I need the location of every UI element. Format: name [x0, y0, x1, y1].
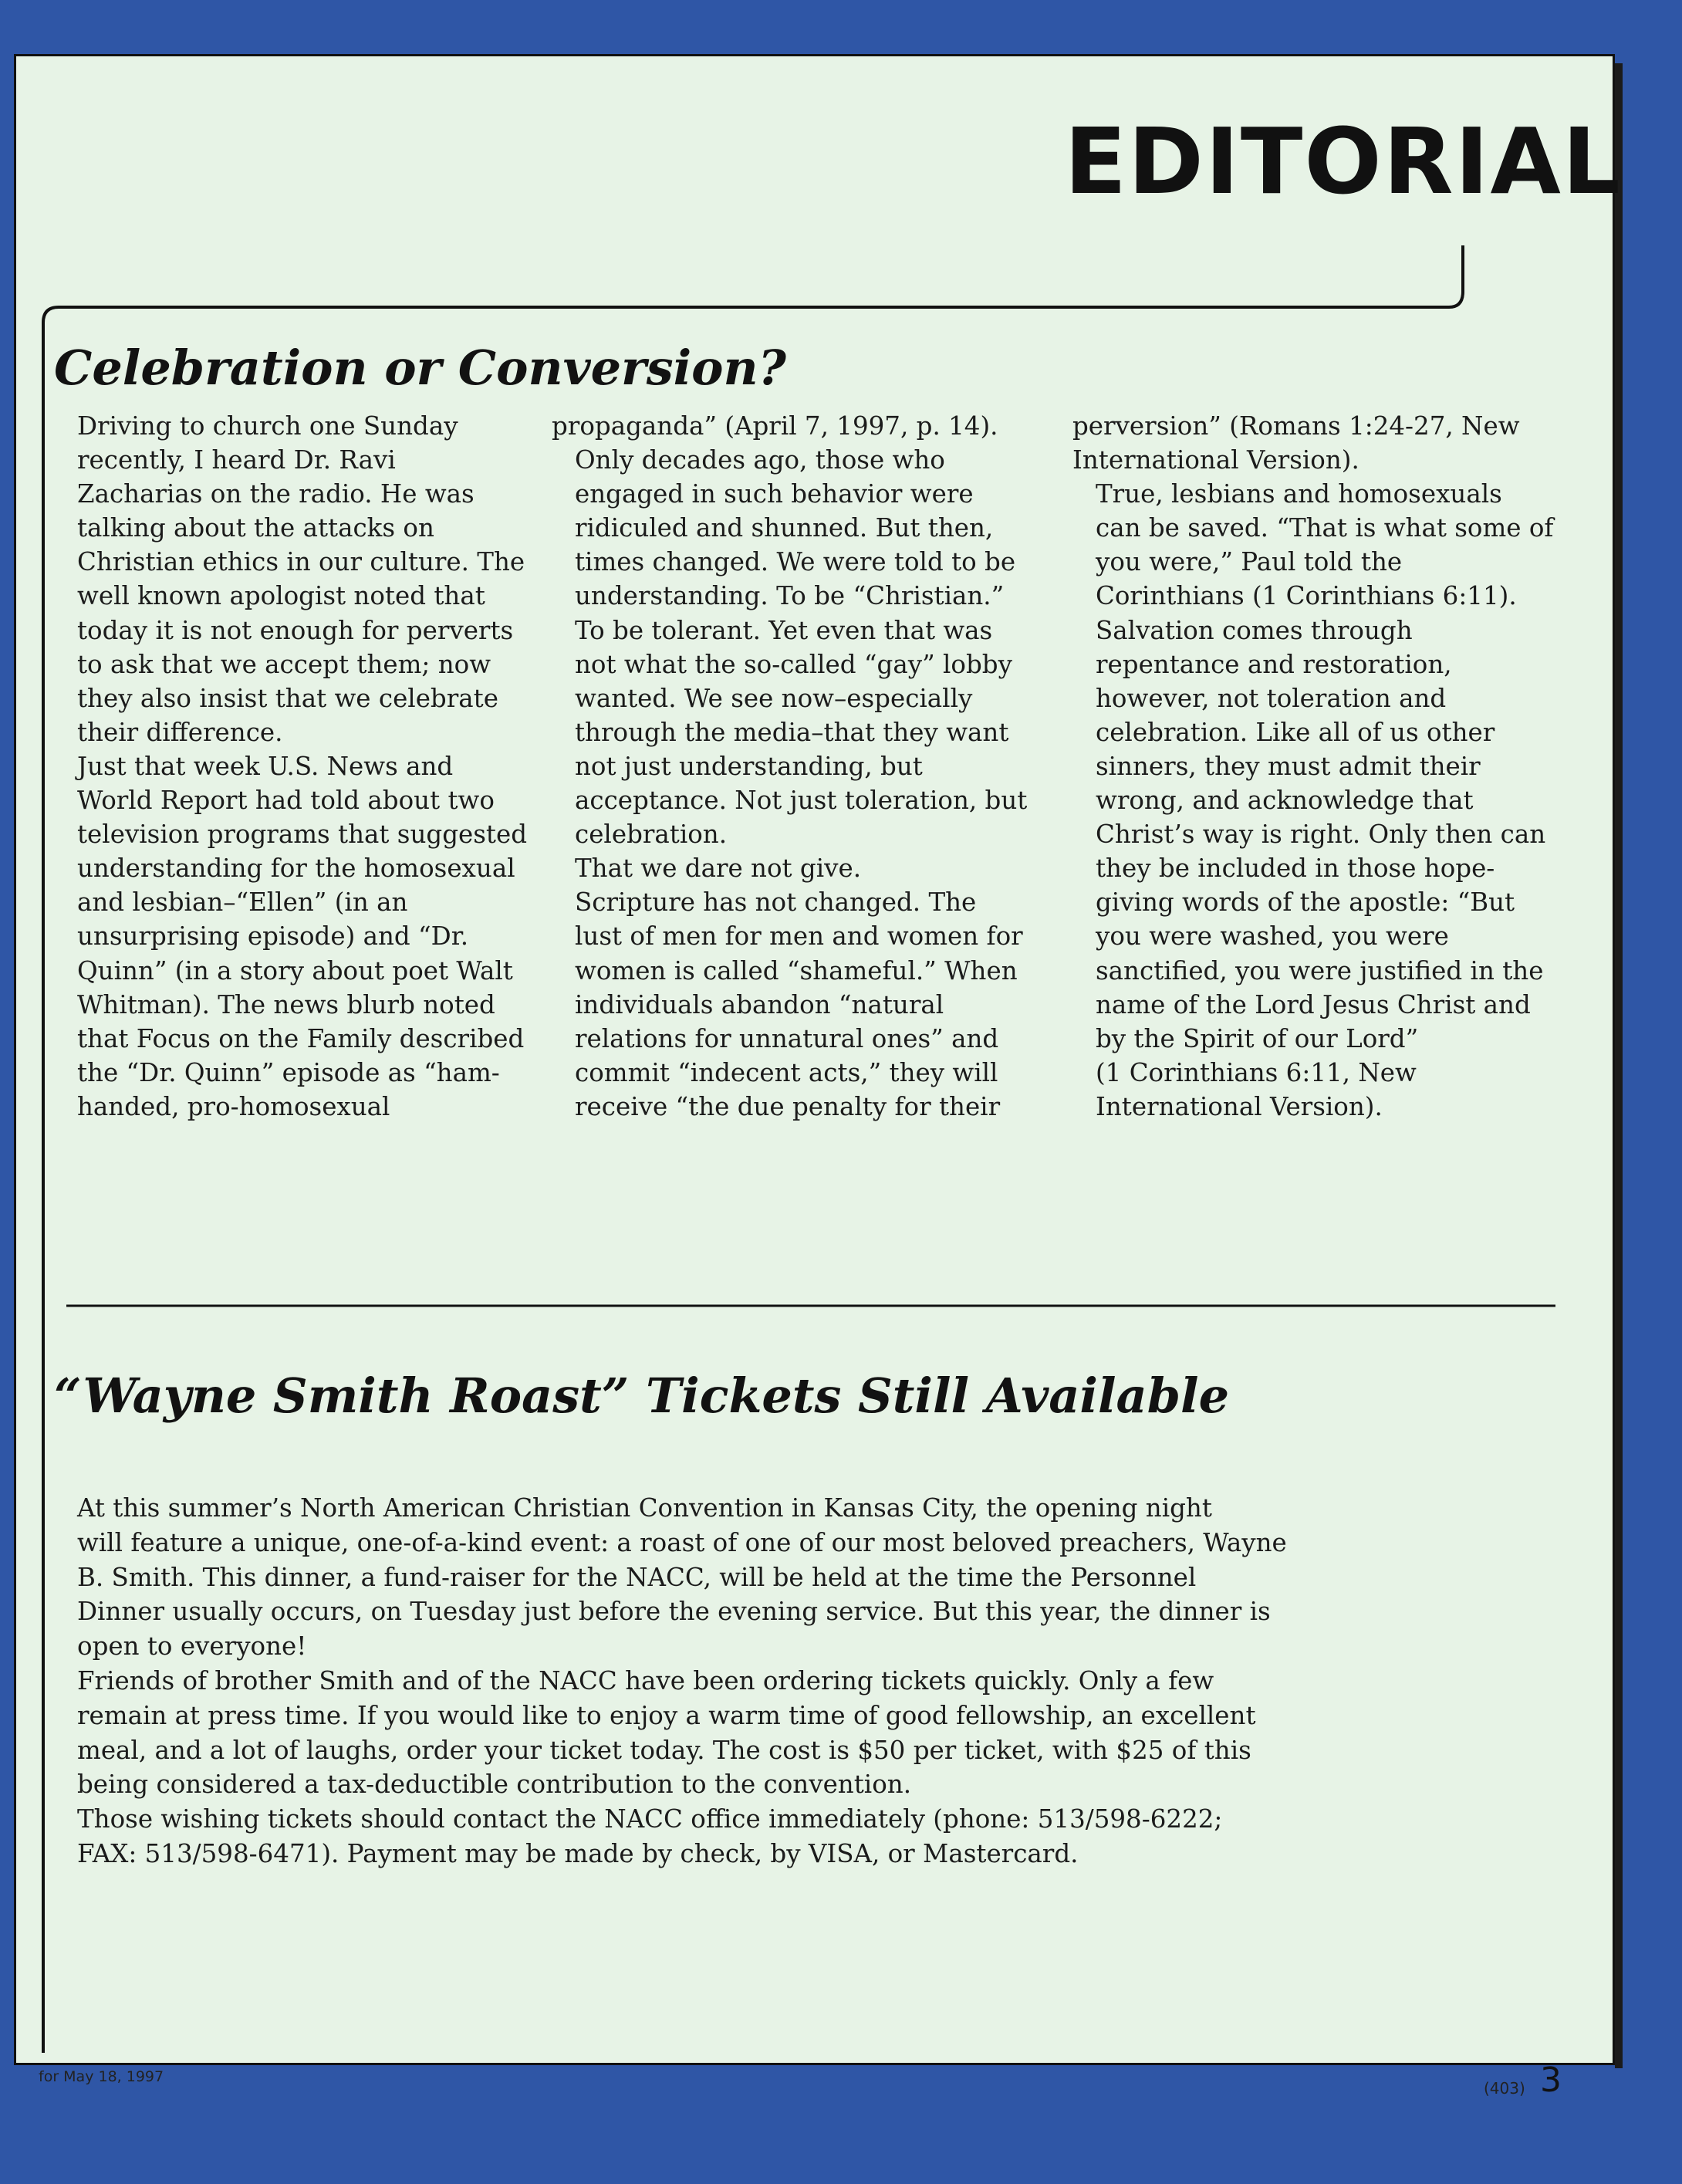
article-column-3 — [1072, 409, 1566, 1124]
paragraph — [552, 851, 1038, 885]
text-line: and lesbian–“Ellen” (in an — [77, 887, 408, 918]
text-line: individuals abandon “natural — [575, 989, 944, 1019]
text-line: wanted. We see now–especially — [575, 683, 973, 713]
text-line: That we dare not give. — [575, 854, 862, 884]
text-line: however, not toleration and — [1096, 683, 1447, 713]
text-line: by the Spirit of our Lord” — [1096, 1023, 1419, 1053]
text-line: understanding for the homosexual — [77, 854, 515, 884]
text-line: To be tolerant. Yet even that was — [575, 615, 993, 645]
text-line: name of the Lord Jesus Christ and — [1096, 989, 1531, 1019]
paragraph — [552, 409, 1038, 443]
text-line: Zacharias on the radio. He was — [77, 479, 475, 509]
article-title-celebration: Celebration or Conversion? — [54, 340, 786, 396]
article-title-roast: “Wayne Smith Roast” Tickets Still Available — [54, 1368, 1230, 1424]
text-line: receive “the due penalty for their — [575, 1091, 1001, 1121]
paragraph — [1072, 477, 1566, 1124]
text-line: Whitman). The news blurb noted — [77, 989, 495, 1019]
text-line: Scripture has not changed. The — [575, 887, 977, 918]
text-line: television programs that suggested — [77, 820, 528, 850]
text-line: women is called “shameful.” When — [575, 955, 1018, 986]
text-line: repentance and restoration, — [1096, 649, 1452, 679]
text-line: True, lesbians and homosexuals — [1096, 479, 1502, 509]
text-line: not what the so-called “gay” lobby — [575, 649, 1012, 679]
text-line: you were,” Paul told the — [1096, 547, 1403, 577]
text-line: International Version). — [1072, 445, 1359, 475]
text-line: handed, pro-homosexual — [77, 1091, 390, 1121]
text-line: lust of men for men and women for — [575, 921, 1023, 952]
text-line: commit “indecent acts,” they will — [575, 1057, 998, 1087]
text-line: remain at press time. If you would like to enjoy a warm time of good fellowship, an excellent — [77, 1700, 1256, 1730]
text-line: times changed. We were told to be — [575, 547, 1016, 577]
text-line: Only decades ago, those who — [575, 445, 945, 475]
text-line: Salvation comes through — [1096, 615, 1413, 645]
text-line: sanctified, you were justified in the — [1096, 955, 1544, 986]
paragraph — [54, 1802, 1304, 1871]
text-line: will feature a unique, one-of-a-kind event: a roast of one of our most beloved preachers, Wayne — [77, 1527, 1287, 1557]
text-line: giving words of the apostle: “But — [1096, 887, 1515, 918]
paragraph — [54, 1664, 1304, 1802]
text-line: propaganda” (April 7, 1997, p. 14). — [552, 411, 998, 441]
text-line: to ask that we accept them; now — [77, 649, 491, 679]
paragraph — [552, 443, 1038, 851]
text-line: FAX: 513/598-6471). Payment may be made by check, by VISA, or Mastercard. — [77, 1838, 1079, 1868]
text-line: World Report had told about two — [77, 786, 495, 816]
text-line: not just understanding, but — [575, 751, 923, 781]
text-line: Friends of brother Smith and of the NACC have been ordering tickets quickly. Only a few — [77, 1665, 1214, 1695]
text-line: relations for unnatural ones” and — [575, 1023, 999, 1053]
text-line: celebration. — [575, 820, 728, 850]
text-line: they be included in those hope- — [1096, 854, 1495, 884]
text-line: can be saved. “That is what some of — [1096, 513, 1554, 543]
text-line: talking about the attacks on — [77, 513, 434, 543]
text-line: unsurprising episode) and “Dr. — [77, 921, 469, 952]
text-line: understanding. To be “Christian.” — [575, 581, 1005, 611]
text-line: (1 Corinthians 6:11, New — [1096, 1057, 1417, 1087]
text-line: B. Smith. This dinner, a fund-raiser for the NACC, will be held at the time the Personnel — [77, 1562, 1197, 1592]
text-line: recently, I heard Dr. Ravi — [77, 445, 396, 475]
text-line: meal, and a lot of laughs, order your ticket today. The cost is $50 per ticket, with $25 of this — [77, 1735, 1251, 1765]
text-line: Christian ethics in our culture. The — [77, 547, 525, 577]
text-line: perversion” (Romans 1:24-27, New — [1072, 411, 1520, 441]
text-line: open to everyone! — [77, 1631, 307, 1662]
issue-date: for May 18, 1997 — [39, 2068, 164, 2085]
text-line: engaged in such behavior were — [575, 479, 974, 509]
text-line: International Version). — [1096, 1091, 1383, 1121]
text-line: Driving to church one Sunday — [77, 411, 458, 441]
text-line: ridiculed and shunned. But then, — [575, 513, 994, 543]
text-line: that Focus on the Family described — [77, 1023, 525, 1053]
text-line: Christ’s way is right. Only then can — [1096, 820, 1546, 850]
text-line: their difference. — [77, 717, 283, 747]
text-line: the “Dr. Quinn” episode as “ham- — [77, 1057, 500, 1087]
text-line: Dinner usually occurs, on Tuesday just before the evening service. But this year, the dinner is — [77, 1597, 1271, 1627]
text-line: acceptance. Not just toleration, but — [575, 786, 1028, 816]
text-line: wrong, and acknowledge that — [1096, 786, 1474, 816]
article-column-1 — [54, 409, 528, 1124]
paragraph — [552, 885, 1038, 1124]
paragraph — [54, 1491, 1304, 1664]
folio-page-code: (403) — [1484, 2079, 1525, 2098]
text-line: celebration. Like all of us other — [1096, 717, 1495, 747]
article-body-roast — [54, 1491, 1304, 1871]
paragraph — [54, 749, 528, 1124]
text-line: they also insist that we celebrate — [77, 683, 498, 713]
editorial-masthead: EDITORIAL — [1064, 108, 1622, 215]
paragraph — [1072, 409, 1566, 477]
text-line: being considered a tax-deductible contribution to the convention. — [77, 1770, 912, 1800]
text-line: Those wishing tickets should contact the NACC office immediately (phone: 513/598-6222; — [77, 1804, 1223, 1834]
text-line: Quinn” (in a story about poet Walt — [77, 955, 513, 986]
page-number: 3 — [1540, 2061, 1562, 2100]
paragraph — [54, 409, 525, 749]
text-line: At this summer’s North American Christian Convention in Kansas City, the opening night — [77, 1493, 1212, 1523]
text-line: Just that week U.S. News and — [77, 751, 454, 781]
text-line: well known apologist noted that — [77, 581, 485, 611]
text-line: you were washed, you were — [1096, 921, 1449, 952]
text-line: today it is not enough for perverts — [77, 615, 514, 645]
text-line: sinners, they must admit their — [1096, 751, 1481, 781]
text-line: through the media–that they want — [575, 717, 1009, 747]
text-line: Corinthians (1 Corinthians 6:11). — [1096, 581, 1517, 611]
article-column-2 — [552, 409, 1038, 1124]
